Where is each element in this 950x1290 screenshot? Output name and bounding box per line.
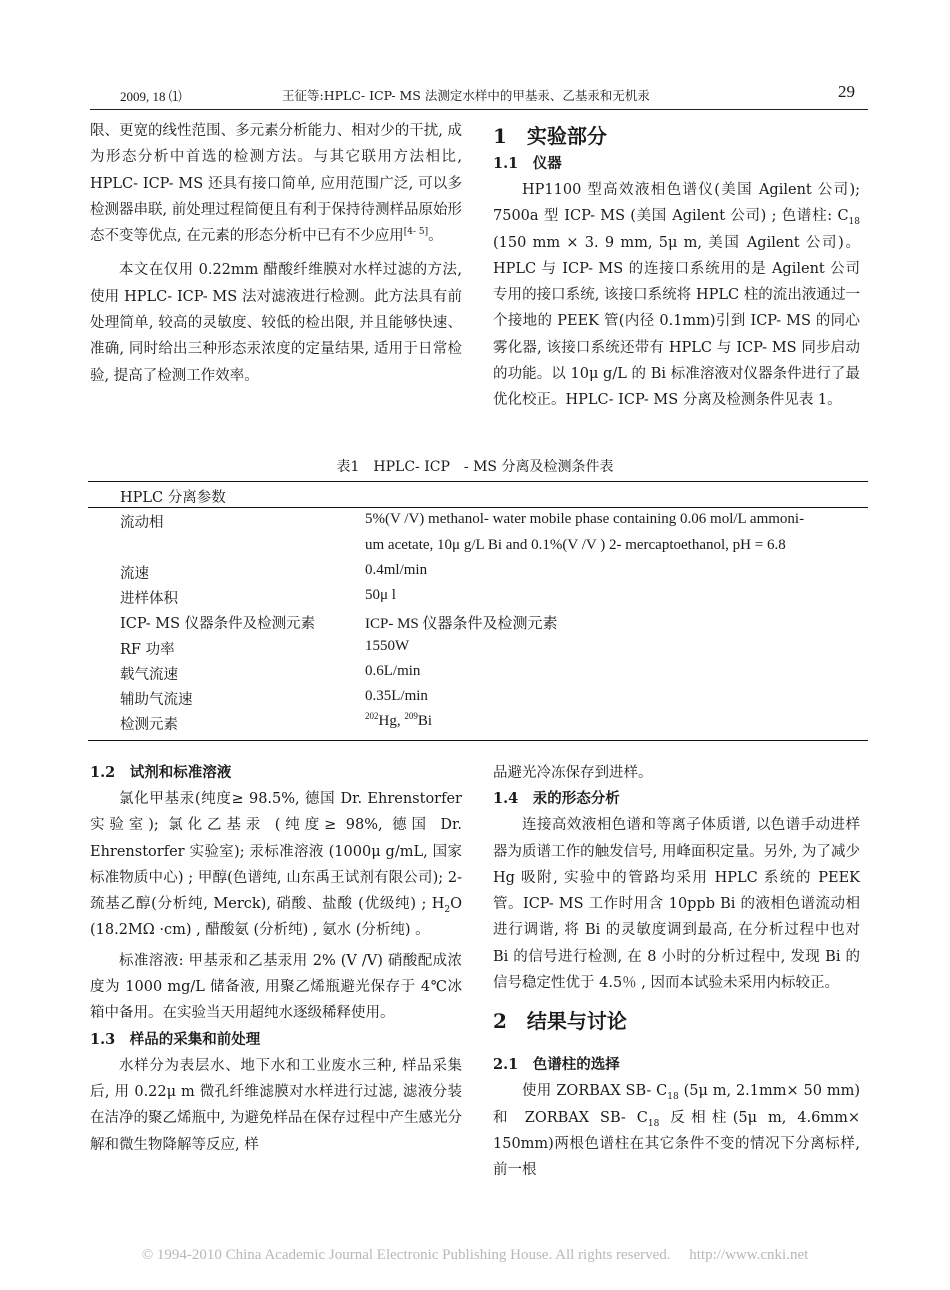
table-row-value: ICP- MS 仪器条件及检测元素 [365,616,558,632]
subsection-heading-1-3: 1.3 样品的采集和前处理 [90,1030,261,1048]
copyright-footer: © 1994-2010 China Academic Journal Electronic Publishing House. All rights reserved. http://www.cnki.net [141,1247,809,1263]
running-header-title: 王征等:HPLC- ICP- MS 法测定水样中的甲基汞、乙基汞和无机汞 [282,88,650,103]
standard-solution-paragraph: 标准溶液: 甲基汞和乙基汞用 2% (V /V) 硝酸配成浓度为 1000 mg/L 储备液, 用聚乙烯瓶避光保存于 4℃冰箱中备用。在实验当天用超纯水逐级稀释使用。 [90,952,462,1022]
table-row-label: 辅助气流速 [120,692,193,708]
table-row-value: $^{202}$Hg, $^{209}$Bi [365,711,433,729]
subsection-heading-1-1: 1.1 仪器 [493,155,562,172]
table-row-value: 0.6L/min [365,663,421,679]
table-row-label: 流动相 [120,515,164,531]
table-caption: 表1 HPLC- ICP - MS 分离及检测条件表 [336,459,614,475]
table-row-value: 1550W [365,638,410,654]
subsection-heading-1-2: 1.2 试剂和标准溶液 [90,764,232,781]
table-row-value: 0.35L/min [365,688,428,704]
speciation-paragraph: 连接高效液相色谱和等离子体质谱, 以色谱手动进样器为质谱工作的触发信号, 用峰面积定量。另外, 为了减少 Hg 吸附, 实验中的管路均采用 HPLC 系统的 PEEK 管。ICP- MS 工作时用含 10ppb Bi 的液相色谱流动相进行调谐, 将 Bi 的灵敏度调到最高, 在分析过程中也对 Bi 的信号进行检测, 在 8 小时的分析过程中, 发现 Bi 的信号稳定性优于 4.5％ , 因而本试验未采用内标较正。 [493,817,860,992]
running-header-issue: 2009, 18 ⑴ [120,89,182,104]
right-column-bottom [493,760,860,1184]
table-row-label: RF 功率 [120,642,175,658]
left-column-bottom [90,760,462,1158]
table-top-rule [88,481,868,482]
subsection-heading-2-1: 2.1 色谱柱的选择 [493,1056,620,1074]
citation-ref: [4- 5] [403,227,429,238]
table-row-label: 检测元素 [120,717,178,733]
reagent-paragraph: 氯化甲基汞(纯度≥ 98.5%, 德国 Dr. Ehrenstorfer 实验室); 氯化乙基汞 (纯度≥ 98%, 德国 Dr. Ehrenstorfer 实验室); 汞标准溶液 (1000μ g/mL, 国家标准物质中心) ; 甲醇(色谱纯, 山东禹王试剂有限公司); 2- 巯基乙醇(分析纯, Merck), 硝酸、盐酸 (优级纯) ; $H_2O$ (18.2MΩ ·cm) , 醋酸氨 (分析纯) , 氨水 (分析纯) 。 [90,791,462,939]
page-number: 29 [838,82,855,101]
table-bottom-rule [88,740,868,741]
subsection-heading-1-4: 1.4 汞的形态分析 [493,790,620,808]
table-row-label: 载气流速 [120,667,178,683]
column-selection-paragraph: 使用 ZORBAX SB- $C_{18}$ (5μ m, 2.1mm× 50 mm)和 ZORBAX SB- $C_{18}$ 反相柱(5μ m, 4.6mm× 150mm)两根色谱柱在其它条件不变的情况下分离标样, 前一根 [493,1083,860,1179]
section-heading-1: 1 实验部分 [493,124,607,148]
instrument-paragraph: HP1100 型高效液相色谱仪(美国 Agilent 公司); 7500a 型 ICP- MS (美国 Agilent 公司) ; 色谱柱: $C_{18}$ (150 mm × 3. 9 mm, 5μ m, 美国 Agilent 公司)。HPLC 与 ICP- MS 的连接口系统用的是 Agilent 公司专用的接口系统, 该接口系统将 HPLC 柱的流出液通过一个接地的 PEEK 管(内径 0.1mm)引到 ICP- MS 的同心雾化器, 该接口系统还带有 HPLC 与 ICP- MS 同步启动的功能。以 10μ g/L 的 Bi 标准溶液对仪器条件进行了最优化校正。HPLC- ICP- MS 分离及检测条件见表 1。 [493,182,860,409]
intro-paragraph-1: 限、更宽的线性范围、多元素分析能力、相对少的干扰, 成为形态分析中首选的检测方法。与其它联用方法相比, HPLC- ICP- MS 还具有接口简单, 应用范围广泛, 可以多检测器串联, 前处理过程简便且有利于保持待测样品原始形态不变等优点, 在元素的形态分析中已有不少应用[4- 5]。 [90,123,462,245]
header-rule [90,109,868,110]
table-row-label: 流速 [120,566,149,582]
sampling-paragraph: 水样分为表层水、地下水和工业废水三种, 样品采集后, 用 0.22μ m 微孔纤维滤膜对水样进行过滤, 滤液分装在洁净的聚乙烯瓶中, 为避免样品在保存过程中产生感光分解和微生物降解等反应, 样 [90,1057,462,1153]
table-row-value: 0.4ml/min [365,562,428,578]
left-column-top [90,118,462,389]
table-row-value: 50μ l [365,587,396,603]
table-row-value: 5%(V /V) methanol- water mobile phase containing 0.06 mol/L ammoni- [365,511,805,527]
table-row-label: 进样体积 [120,591,178,607]
right-column-top [493,121,860,414]
table-mid-rule [88,507,868,508]
section-heading-2: 2 结果与讨论 [493,1009,627,1034]
table-row-value: um acetate, 10μ g/L Bi and 0.1%(V /V ) 2- mercaptoethanol, pH = 6.8 [365,537,786,553]
intro-paragraph-2: 本文在仅用 0.22mm 醋酸纤维膜对水样过滤的方法, 使用 HPLC- ICP- MS 法对滤液进行检测。此方法具有前处理简单, 较高的灵敏度、较低的检出限, 并且能够快速、准确, 同时给出三种形态汞浓度的定量结果, 适用于日常检验, 提高了检测工作效率。 [90,262,462,384]
continued-line: 品避光冷冻保存到进样。 [493,765,653,781]
table-group-heading: HPLC 分离参数 [120,490,226,506]
table-row-label: ICP- MS 仪器条件及检测元素 [120,616,316,632]
